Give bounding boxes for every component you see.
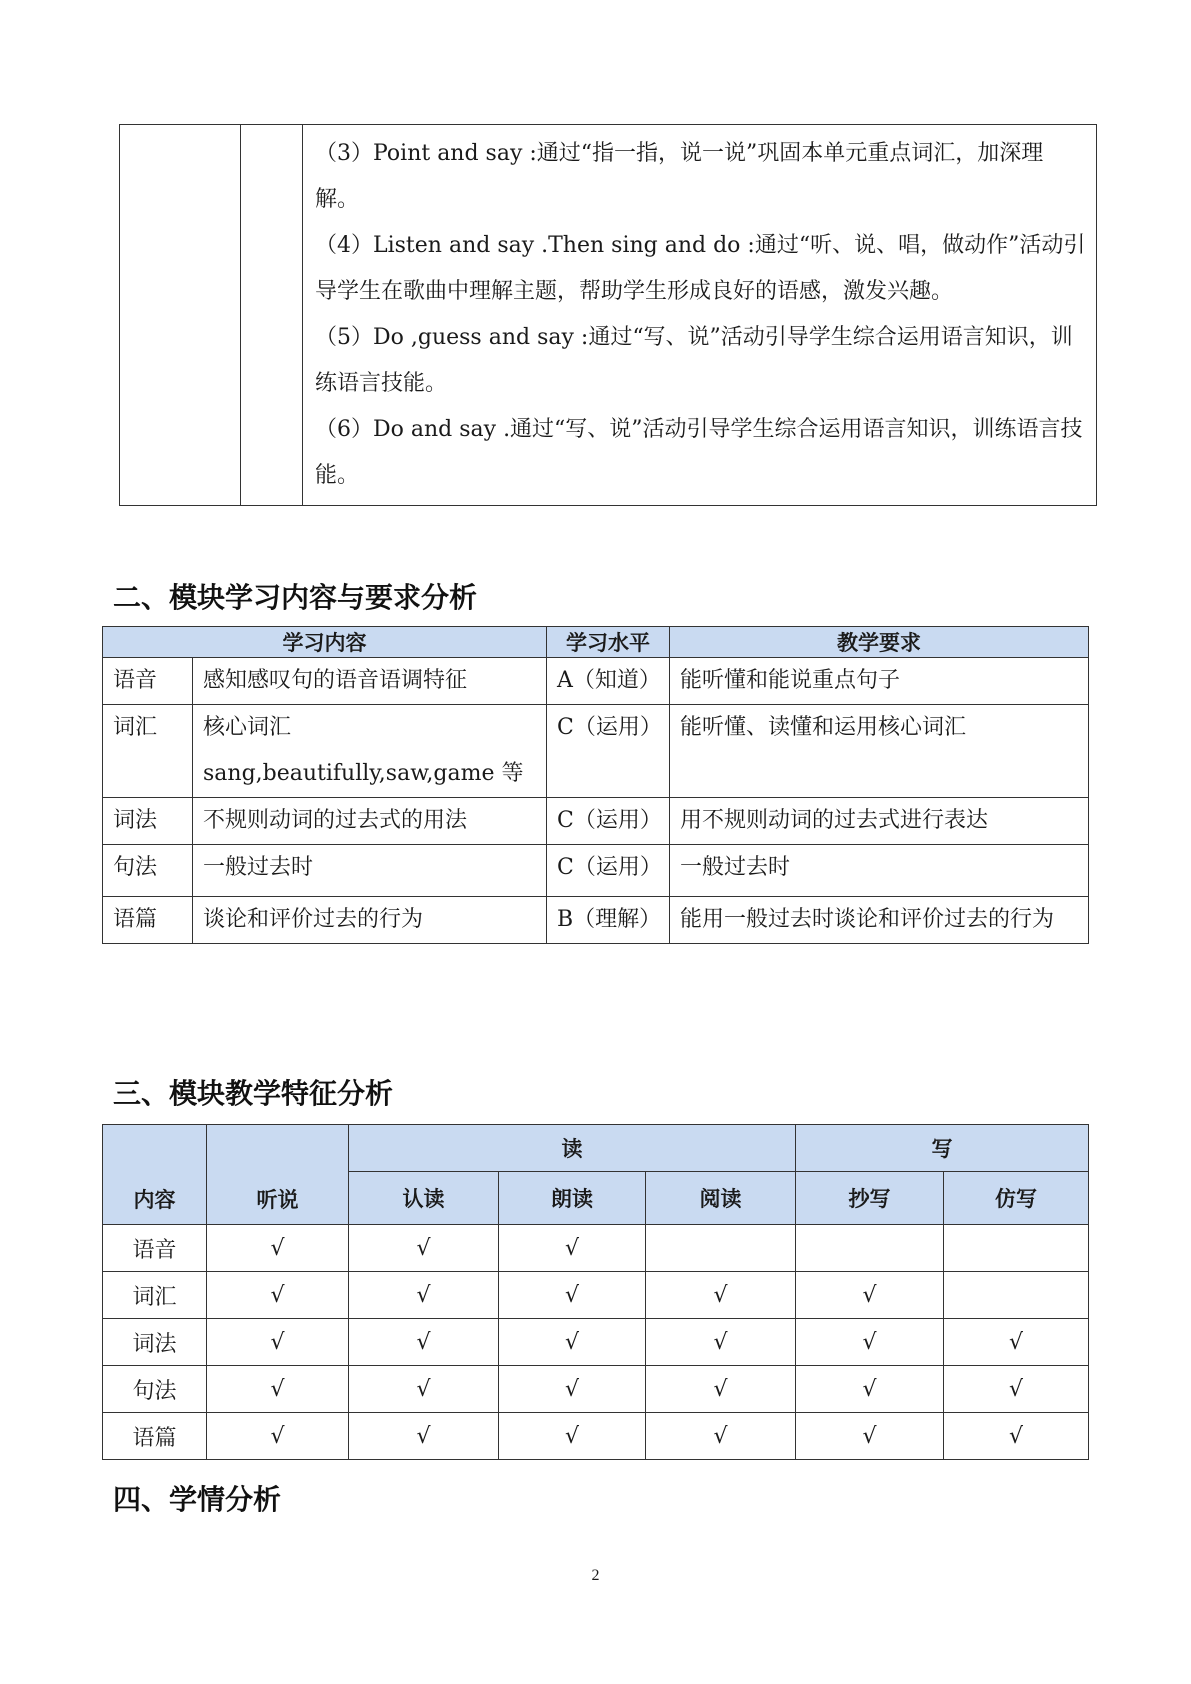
- check-cell: √: [646, 1413, 796, 1460]
- check-cell: √: [944, 1413, 1089, 1460]
- check-cell: √: [499, 1272, 646, 1319]
- row-level: A（知道）: [547, 658, 670, 705]
- row-category: 语篇: [103, 897, 193, 944]
- table-row: [103, 1272, 1089, 1319]
- activities-empty-cell-2: [241, 125, 303, 506]
- check-cell: √: [499, 1366, 646, 1413]
- activity-item: （4）Listen and say .Then sing and do :通过“听、说、唱，做动作”活动引导学生在歌曲中理解主题，帮助学生形成良好的语感，激发兴趣。: [315, 233, 1086, 304]
- activity-item: （3）Point and say :通过“指一指，说一说”巩固本单元重点词汇，加深理解。: [315, 141, 1044, 212]
- table-row: [103, 1413, 1089, 1460]
- header-imitate: 仿写: [944, 1172, 1089, 1225]
- header-learning-content: 学习内容: [103, 627, 547, 658]
- row-level: B（理解）: [547, 897, 670, 944]
- check-cell: √: [646, 1319, 796, 1366]
- check-cell: √: [349, 1225, 499, 1272]
- check-cell: √: [207, 1319, 349, 1366]
- row-content: 谈论和评价过去的行为: [193, 897, 547, 944]
- row-label: 句法: [103, 1366, 207, 1413]
- row-level: C（运用）: [547, 798, 670, 845]
- row-label: 词汇: [103, 1272, 207, 1319]
- teaching-features-table: [102, 1124, 1089, 1460]
- check-cell: √: [646, 1366, 796, 1413]
- check-cell: √: [944, 1366, 1089, 1413]
- row-category: 句法: [103, 845, 193, 897]
- row-content-line1: 核心词汇: [203, 715, 292, 740]
- row-content: [193, 705, 547, 798]
- row-content: 不规则动词的过去式的用法: [193, 798, 547, 845]
- section3-title: 三、模块教学特征分析: [113, 1077, 394, 1110]
- row-level: C（运用）: [547, 845, 670, 897]
- row-content: 感知感叹句的语音语调特征: [193, 658, 547, 705]
- table-row: [103, 705, 1089, 798]
- check-cell: [646, 1225, 796, 1272]
- row-requirement: 用不规则动词的过去式进行表达: [670, 798, 1089, 845]
- row-content-line2: sang,beautifully,saw,game 等: [203, 761, 524, 786]
- row-category: 语音: [103, 658, 193, 705]
- row-label: 词法: [103, 1319, 207, 1366]
- check-cell: √: [499, 1413, 646, 1460]
- check-cell: [944, 1272, 1089, 1319]
- header-reading: 阅读: [646, 1172, 796, 1225]
- header-read-aloud: 朗读: [499, 1172, 646, 1225]
- table-row: [103, 845, 1089, 897]
- section4-title: 四、学情分析: [113, 1483, 282, 1516]
- check-cell: √: [349, 1319, 499, 1366]
- check-cell: √: [499, 1225, 646, 1272]
- section2-title: 二、模块学习内容与要求分析: [113, 581, 478, 614]
- page-number: 2: [591, 1567, 600, 1584]
- check-cell: √: [349, 1366, 499, 1413]
- row-category: 词法: [103, 798, 193, 845]
- header-copy: 抄写: [796, 1172, 944, 1225]
- row-content: 一般过去时: [193, 845, 547, 897]
- row-requirement: 能用一般过去时谈论和评价过去的行为: [670, 897, 1089, 944]
- row-requirement: 能听懂和能说重点句子: [670, 658, 1089, 705]
- check-cell: √: [207, 1413, 349, 1460]
- header-content: 内容: [103, 1125, 207, 1225]
- header-recognize: 认读: [349, 1172, 499, 1225]
- header-learning-level: 学习水平: [547, 627, 670, 658]
- content-requirements-table: [102, 626, 1089, 944]
- row-label: 语音: [103, 1225, 207, 1272]
- row-label: 语篇: [103, 1413, 207, 1460]
- row-category: 词汇: [103, 705, 193, 798]
- check-cell: √: [796, 1319, 944, 1366]
- header-write: 写: [796, 1125, 1089, 1172]
- activities-empty-cell-1: [120, 125, 241, 506]
- row-requirement: 一般过去时: [670, 845, 1089, 897]
- check-cell: √: [349, 1272, 499, 1319]
- table-row: [103, 1225, 1089, 1272]
- table-row: [103, 1366, 1089, 1413]
- check-cell: √: [349, 1413, 499, 1460]
- check-cell: √: [796, 1272, 944, 1319]
- activities-list: [303, 125, 1097, 506]
- check-cell: √: [646, 1272, 796, 1319]
- table-row: [103, 897, 1089, 944]
- check-cell: √: [944, 1319, 1089, 1366]
- activities-table: [119, 124, 1097, 506]
- check-cell: √: [796, 1366, 944, 1413]
- table-row: [103, 1319, 1089, 1366]
- check-cell: √: [499, 1319, 646, 1366]
- row-level: C（运用）: [547, 705, 670, 798]
- header-read: 读: [349, 1125, 796, 1172]
- table-row: [103, 658, 1089, 705]
- row-requirement: 能听懂、读懂和运用核心词汇: [670, 705, 1089, 798]
- check-cell: [796, 1225, 944, 1272]
- check-cell: √: [207, 1272, 349, 1319]
- check-cell: [944, 1225, 1089, 1272]
- check-cell: √: [207, 1225, 349, 1272]
- check-cell: √: [796, 1413, 944, 1460]
- table-row: [103, 798, 1089, 845]
- check-cell: √: [207, 1366, 349, 1413]
- activity-item: （5）Do ,guess and say :通过“写、说”活动引导学生综合运用语言知识，训练语言技能。: [315, 325, 1073, 396]
- header-teaching-requirement: 教学要求: [670, 627, 1089, 658]
- header-listen-speak: 听说: [207, 1125, 349, 1225]
- activity-item: （6）Do and say .通过“写、说”活动引导学生综合运用语言知识，训练语言技能。: [315, 417, 1083, 488]
